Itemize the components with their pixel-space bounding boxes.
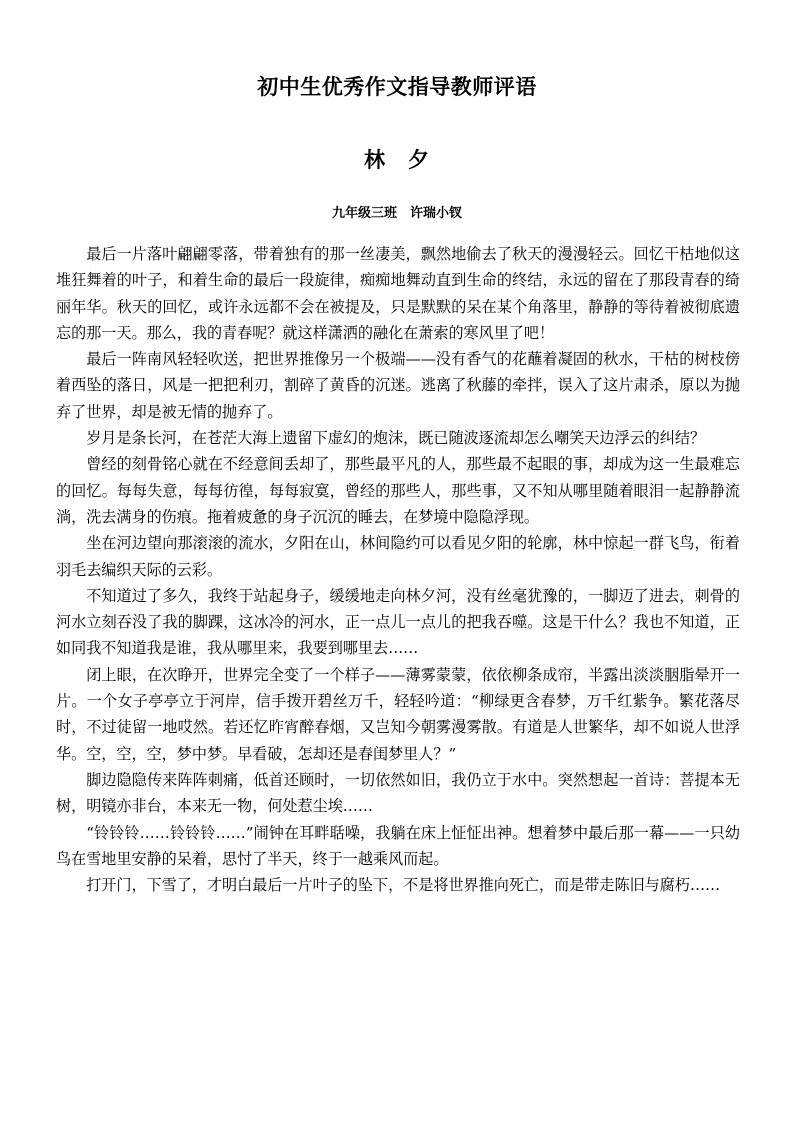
paragraph: 坐在河边望向那滚滚的流水，夕阳在山，林间隐约可以看见夕阳的轮廓，林中惊起一群飞鸟，衔着羽毛去编织天际的云彩。: [56, 534, 740, 579]
paragraph: 最后一片落叶翩翩零落，带着独有的那一丝凄美，飘然地偷去了秋天的漫漫轻云。回忆干枯地似这堆狂舞着的叶子，和着生命的最后一段旋律，痴痴地舞动直到生命的终结，永远的留在了那段青春的绮丽年华。秋天的回忆，或许永远都不会在被提及，只是默默的呆在某个角落里，静静的等待着被彻底遗忘的那一天。那么，我的青春呢？就这样潇洒的融化在萧索的寒风里了吧！: [56, 244, 740, 342]
paragraph: 脚边隐隐传来阵阵刺痛，低首还顾时，一切依然如旧，我仍立于水中。突然想起一首诗：菩提本无树，明镜亦非台，本来无一物，何处惹尘埃……: [56, 770, 740, 816]
article-subtitle: 林 夕: [364, 147, 430, 173]
paragraph: 闭上眼，在次睁开，世界完全变了一个样子——薄雾蒙蒙，依依柳条成帘，半露出淡淡胭脂晕开一片。一个女子亭亭立于河岸，信手拨开碧丝万千，轻轻吟道：“柳绿更含春梦，万千红紫争。繁花落尽时，不过徒留一地哎然。若还忆昨宵醉春烟，又岂知今朝雾漫雾散。有道是人世繁华，却不如说人世浮华。空，空，空，梦中梦。早看破，怎却还是春闺梦里人？”: [56, 665, 740, 763]
paragraph: 岁月是条长河，在苍茫大海上遗留下虚幻的炮沫，既已随波逐流却怎么嘲笑天边浮云的纠结？: [86, 429, 706, 448]
page-title: 初中生优秀作文指导教师评语: [257, 74, 537, 99]
paragraph: 最后一阵南风轻轻吹送，把世界推像另一个极端——没有香气的花蘸着凝固的秋水，干枯的树枝傍着西坠的落日，风是一把把利刃，割碎了黄昏的沉迷。逃离了秋藤的牵拌，误入了这片肃杀，原以为抛弃了世界，却是被无情的抛弃了。: [56, 350, 740, 421]
paragraph: “铃铃铃……铃铃铃……”闹钟在耳畔聒噪，我躺在床上怔怔出神。想着梦中最后那一幕——一只幼鸟在雪地里安静的呆着，思忖了半天，终于一越乘风而起。: [56, 823, 740, 868]
paragraph: 打开门，下雪了，才明白最后一片叶子的坠下，不是将世界推向死亡，而是带走陈旧与腐朽……: [86, 876, 721, 895]
author-byline: 九年级三班 许瑞小钗: [331, 205, 462, 221]
paragraph: 曾经的刻骨铭心就在不经意间丢却了，那些最平凡的人，那些最不起眼的事，却成为这一生最难忘的回忆。每每失意，每每彷徨，每每寂寞，曾经的那些人，那些事，又不知从哪里随着眼泪一起静静流淌，洗去满身的伤痕。拖着疲惫的身子沉沉的睡去，在梦境中隐隐浮现。: [56, 455, 740, 526]
article-body: [0, 223, 794, 898]
paragraph: 不知道过了多久，我终于站起身子，缓缓地走向林夕河，没有丝毫犹豫的，一脚迈了进去，刺骨的河水立刻吞没了我的脚踝，这冰冷的河水，正一点儿一点儿的把我吞噬。这是干什么？我也不知道，正如同我不知道我是谁，我从哪里来，我要到哪里去……: [56, 586, 740, 658]
